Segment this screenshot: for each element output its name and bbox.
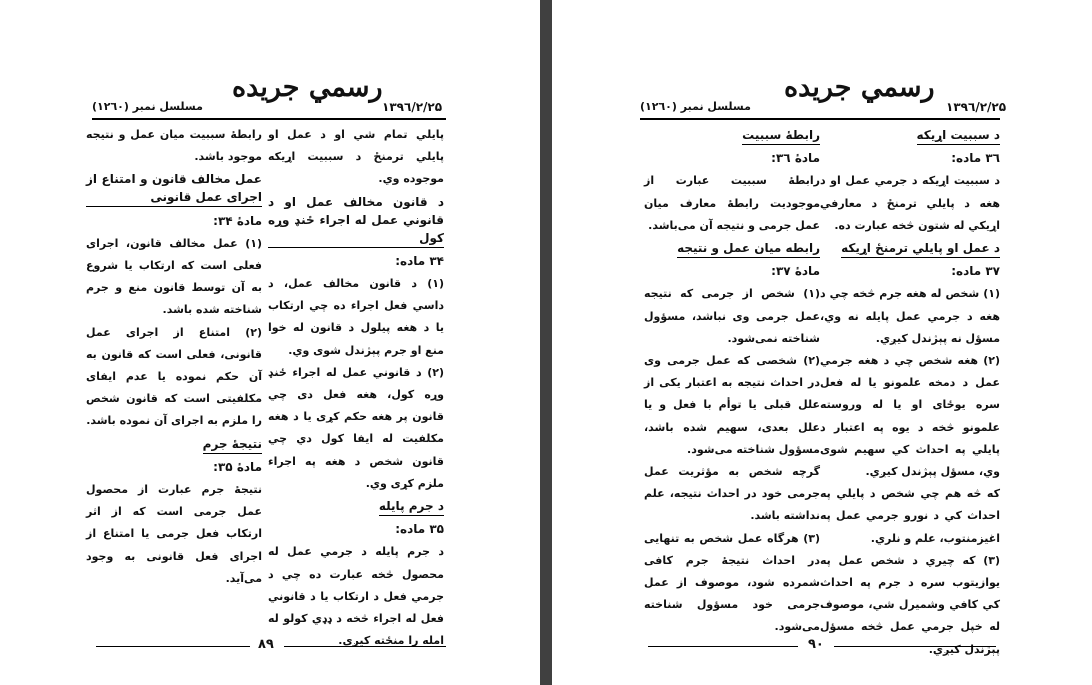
paragraph [820, 483, 1000, 550]
article-number [820, 147, 1000, 170]
section-heading [820, 124, 1000, 147]
paragraph-text: (۲) امتناع از اجرای عمل قانونی، فعلی است که قانون به آن حکم نموده يا عدم ايفای مکلفيتی است که قانون شخص را ملزم به اجرای آن نموده باشد. [86, 325, 262, 428]
paragraph [86, 124, 262, 168]
paragraph [86, 233, 262, 322]
paragraph [86, 322, 262, 433]
dari-column [86, 124, 262, 590]
paragraph [268, 362, 444, 495]
footer-rule-left [648, 646, 798, 647]
article-number-text: ۳۵ ماده: [395, 522, 444, 537]
paragraph-text: (۱) شخص از جرمی که نتيجه عمل جرمی وی نباشد، مسؤول شناخته نمی‌شود. [644, 287, 820, 345]
pashto-column [820, 124, 1000, 661]
paragraph [644, 283, 820, 350]
article-number-text: مادهٔ ۳۷: [771, 264, 820, 279]
section-heading-text: د جرم پايله [379, 497, 444, 516]
paragraph-text: (۳) هرگاه عمل شخص به تنهايی در احداث نتيجهٔ جرم کافی شمرده شود، موصوف از عمل جرمی خود مسؤول شناخته می‌شود. [644, 531, 820, 634]
paragraph [268, 273, 444, 362]
footer-rule-right [834, 646, 996, 647]
section-heading-text: رابطه ميان عمل و نتيجه [677, 239, 820, 258]
section-heading [644, 124, 820, 147]
paragraph [644, 461, 820, 528]
section-heading [268, 191, 444, 250]
paragraph [820, 550, 1000, 661]
paragraph [644, 350, 820, 461]
paragraph-text: د جرم پايله د جرمي عمل له محصول څخه عبارت ده چي د جرمي فعل د ارتکاب يا د قانوني فعل له اجراء څخه د ډډي کولو له امله را منځته کيږي. [268, 545, 444, 648]
footer-rule-left [96, 646, 250, 647]
paragraph-text: نتيجهٔ جرم عبارت از محصول عمل جرمی است که از اثر ارتکاب فعل جرمی يا امتناع از اجرای فعل قانونی به وجود می‌آيد. [86, 483, 262, 585]
paragraph [86, 479, 262, 590]
article-number [820, 260, 1000, 283]
paragraph [820, 283, 1000, 350]
paragraph-text: که څه هم چي شخص د پايلي په احداث کي د نورو جرمي عمل په اغيزمنتوب، علم و نلري. [820, 487, 1000, 545]
article-number-text: ۳۴ ماده: [395, 253, 444, 268]
paragraph [268, 124, 444, 191]
paragraph-text: (۲) شخصی که عمل جرمی وی در احداث نتيجه به اعتبار يکی از علل قبلی يا توأم با فعل و يا علل بعدی، سهيم شده باشد، مسؤول شناخته می‌شود. [644, 354, 820, 456]
paragraph-text: (۲) د قانوني عمل له اجراء ځنډ وړه کول، هغه فعل دی چي قانون پر هغه حکم کړی يا د هغه مکلفيت له ايفا کول دي چي قانون شخص د هغه په اجراء ملزم کړی وي. [268, 365, 444, 490]
paragraph-text: رابطهٔ سببيت عبارت از موجوديت رابطهٔ معارف ميان عمل جرمی و نتيجه آن می‌باشد. [644, 174, 820, 232]
right-page [552, 0, 1092, 685]
page-header-serial: مسلسل نمبر (۱۲٦۰) [92, 100, 203, 113]
dari-column [644, 124, 820, 639]
section-heading-text: نتيجهٔ جرم [203, 435, 262, 454]
article-number-text: ۳٦ ماده: [951, 151, 1000, 166]
header-rule [92, 118, 446, 120]
book-gutter [540, 0, 552, 685]
section-heading-text: د عمل او پايلي ترمنځ اړيکه [841, 239, 1000, 258]
section-heading-text: د سببيت اړيکه [917, 126, 1001, 145]
article-number [644, 147, 820, 170]
paragraph-text: (۱) د قانون مخالف عمل، د داسي فعل اجراء ده چي ارتکاب يا د هغه پيلول د قانون له خوا منع او جرم پېژندل شوی وي. [268, 277, 444, 357]
section-heading [268, 495, 444, 518]
page-header-serial: مسلسل نمبر (۱۲٦۰) [640, 100, 751, 113]
paragraph-text: گرچه شخص به مؤثريت عمل جرمی خود در احداث نتيجه، علم نداشته باشد. [644, 465, 820, 523]
article-number [86, 210, 262, 233]
article-number [268, 518, 444, 541]
paragraph-text: پايلي تمام شي او د عمل او پايلي ترمنځ د سببيت اړيکه موجوده وي. [268, 128, 444, 186]
article-number-text: مادهٔ ۳۵: [213, 459, 262, 474]
paragraph-text: رابطهٔ سببيت ميان عمل و نتيجه موجود باشد. [86, 128, 262, 164]
paragraph-text: (۱) شخص له هغه جرم څخه چي د هغه د جرمي عمل پايله نه وي، مسؤل نه پېژندل کيږي. [820, 287, 1000, 345]
article-number-text: مادهٔ ۳٦: [771, 151, 820, 166]
header-rule [640, 118, 1000, 120]
section-heading-text: عمل مخالف قانون و امتناع از اجرای عمل قانونی [86, 170, 262, 207]
article-number-text: ۳۷ ماده: [951, 264, 1000, 279]
section-heading [820, 237, 1000, 260]
page-number: ۹۰ [808, 637, 824, 652]
footer-rule-right [284, 646, 446, 647]
article-number [644, 260, 820, 283]
paragraph-text: د سببيت اړيکه د جرمي عمل او د هغه د پايلي ترمنځ د معارفي اړيکي له شتون څخه عبارت ده. [820, 174, 1000, 232]
section-heading [86, 168, 262, 209]
page-header-title: رسمي جريده [232, 72, 383, 103]
paragraph [820, 170, 1000, 237]
paragraph-text: (۱) عمل مخالف قانون، اجرای فعلی است که ارتکاب يا شروع به آن توسط قانون منع و جرم شناخته شده باشد. [86, 236, 262, 317]
paragraph [644, 170, 820, 237]
section-heading-text: د قانون مخالف عمل او د قانوني عمل له اجراء ځنډ وړه کول [268, 193, 444, 248]
paragraph-text: (۳) که چيري د شخص عمل په يوازيتوب سره د جرم په احداث کي کافي وشميرل شي، موصوف له خپل جرمي عمل څخه مسؤل پېژندل کيږي. [820, 553, 1000, 656]
left-page [0, 0, 540, 685]
paragraph [644, 528, 820, 639]
pashto-column [268, 124, 444, 652]
section-heading [644, 237, 820, 260]
page-number: ۸۹ [258, 637, 274, 652]
article-number-text: مادهٔ ۳۴: [213, 213, 262, 228]
paragraph [820, 350, 1000, 483]
section-heading-text: رابطهٔ سببيت [742, 126, 820, 145]
page-header-date: ۱۳۹٦/۲/۲۵ [382, 100, 443, 114]
paragraph [268, 541, 444, 652]
page-header-title: رسمي جريده [784, 72, 935, 103]
paragraph-text: (۲) هغه شخص چي د هغه جرمي عمل د دمخه علمونو يا له فعل سره يوځای او يا له وروسته علمونو څخه د يوه په اعتبار د پايلي په احداث کي سهيم شوی وي، مسؤل پېژندل کيږي. [820, 354, 1000, 479]
page-header-date: ۱۳۹٦/۲/۲۵ [946, 100, 1007, 114]
article-number [268, 250, 444, 273]
article-number [86, 456, 262, 479]
section-heading [86, 433, 262, 456]
